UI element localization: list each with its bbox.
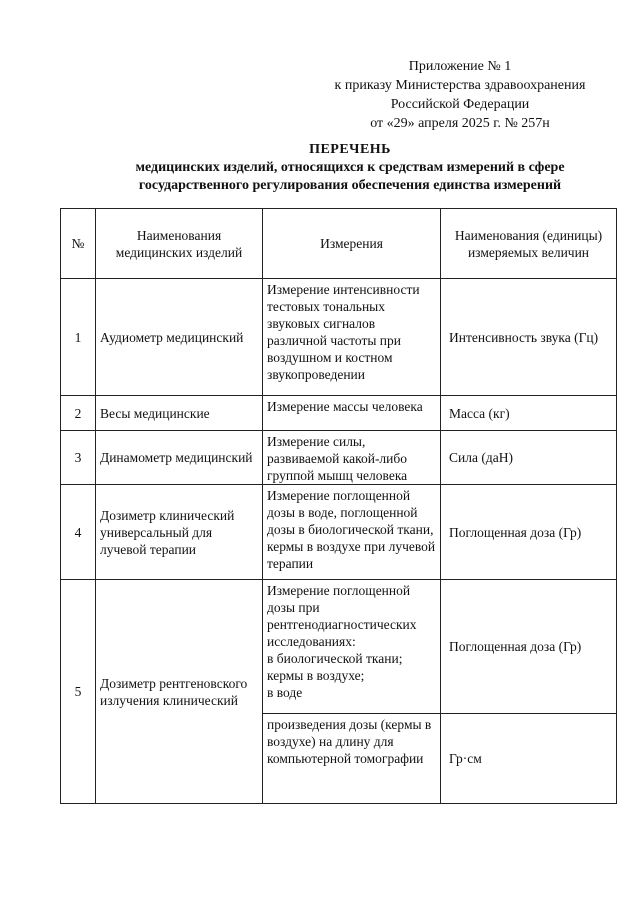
measurement-intro: Измерение поглощенной дозы при рентгенодиагностических исследованиях:	[267, 583, 417, 649]
row-device: Дозиметр клинический универсальный для лучевой терапии	[96, 485, 263, 580]
title-heading: ПЕРЕЧЕНЬ	[309, 142, 391, 157]
row-num: 3	[61, 431, 96, 485]
row-num: 1	[61, 279, 96, 396]
document-title	[80, 141, 620, 195]
row-measurement: произведения дозы (кермы в воздухе) на длину для компьютерной томографии	[263, 714, 441, 804]
appendix-line-1: Приложение № 1	[408, 59, 512, 74]
row-quantity: Поглощенная доза (Гр)	[441, 485, 617, 580]
row-measurement: Измерение силы, развиваемой какой-либо группой мышц человека	[263, 431, 441, 485]
table-row	[61, 485, 617, 580]
table-header-row	[61, 209, 617, 279]
table-row	[61, 580, 617, 714]
appendix-line-2: к приказу Министерства здравоохранения	[334, 78, 586, 93]
row-quantity: Сила (даН)	[441, 431, 617, 485]
row-num: 2	[61, 396, 96, 431]
appendix-header	[310, 57, 610, 133]
devices-table	[60, 208, 617, 804]
row-num: 5	[61, 580, 96, 804]
row-quantity: Поглощенная доза (Гр)	[441, 580, 617, 714]
row-num: 4	[61, 485, 96, 580]
row-measurement: Измерение поглощенной дозы в воде, поглощенной дозы в биологической ткани, кермы в воздухе при лучевой терапии	[263, 485, 441, 580]
title-subtitle-line-2: государственного регулирования обеспечения единства измерений	[138, 178, 562, 193]
table-row	[61, 396, 617, 431]
row-measurement: Измерение интенсивности тестовых тональных звуковых сигналов различной частоты при воздушном и костном звукопроведении	[263, 279, 441, 396]
row-device: Дозиметр рентгеновского излучения клинический	[96, 580, 263, 804]
title-subtitle-line-1: медицинских изделий, относящихся к средствам измерений в сфере	[135, 160, 565, 175]
measurement-item: в воде	[267, 685, 303, 700]
table-row	[61, 431, 617, 485]
row-measurement	[263, 580, 441, 714]
row-quantity: Масса (кг)	[441, 396, 617, 431]
row-quantity: Интенсивность звука (Гц)	[441, 279, 617, 396]
header-quantity: Наименования (единицы) измеряемых величин	[441, 209, 617, 279]
table-row	[61, 279, 617, 396]
header-num: №	[61, 209, 96, 279]
header-measurement: Измерения	[263, 209, 441, 279]
row-measurement: Измерение массы человека	[263, 396, 441, 431]
row-device: Весы медицинские	[96, 396, 263, 431]
appendix-line-3: Российской Федерации	[390, 97, 530, 112]
row-device: Аудиометр медицинский	[96, 279, 263, 396]
header-device: Наименования медицинских изделий	[96, 209, 263, 279]
row-device: Динамометр медицинский	[96, 431, 263, 485]
measurement-item: в биологической ткани;	[267, 651, 403, 666]
measurement-item: кермы в воздухе;	[267, 668, 365, 683]
row-quantity: Гр·см	[441, 714, 617, 804]
appendix-line-4: от «29» апреля 2025 г. № 257н	[370, 116, 550, 131]
